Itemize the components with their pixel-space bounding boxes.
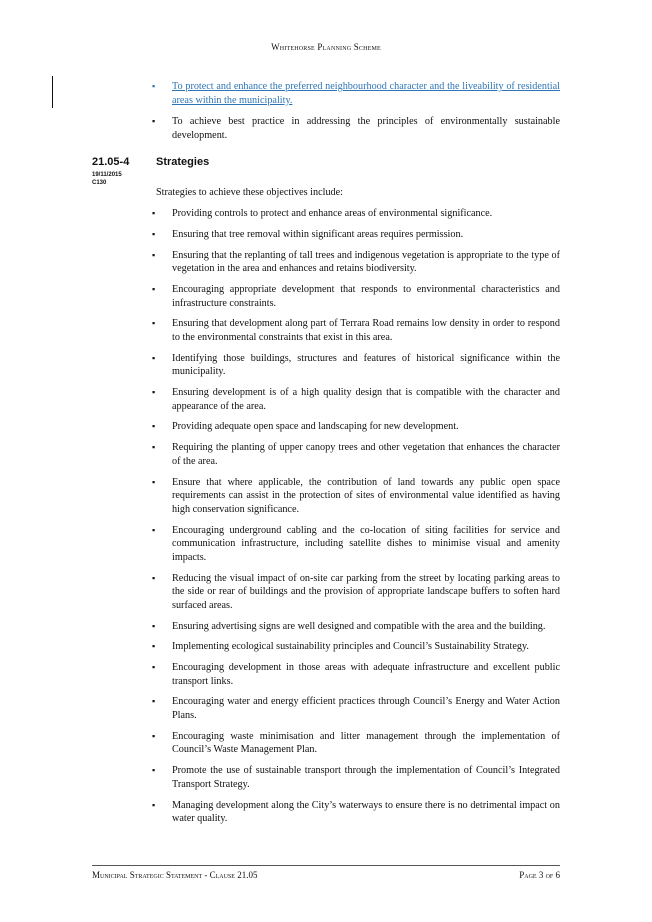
list-item: ▪ Ensure that where applicable, the contribution of land towards any public open space requirements can assist in the protection of sites of environmental value identified as having high conservation significance. bbox=[152, 476, 560, 517]
footer-clause: Municipal Strategic Statement - Clause 21.05 bbox=[92, 870, 258, 880]
list-item: ▪ Ensuring that development along part of Terrara Road remains low density in order to respond to the environmental constraints that exist in this area. bbox=[152, 317, 560, 344]
list-item: ▪ Providing controls to protect and enhance areas of environmental significance. bbox=[152, 207, 560, 221]
list-item: ▪ Implementing ecological sustainability principles and Council’s Sustainability Strategy. bbox=[152, 640, 560, 654]
clause-meta bbox=[92, 172, 122, 187]
list-item: ▪ Encouraging appropriate development that responds to environmental characteristics and infrastructure constraints. bbox=[152, 283, 560, 310]
list-item: ▪ Ensuring development is of a high quality design that is compatible with the character and appearance of the area. bbox=[152, 386, 560, 413]
list-item: ▪ Ensuring that tree removal within significant areas requires permission. bbox=[152, 228, 560, 242]
list-item: ▪ Managing development along the City’s waterways to ensure there is no detrimental impact on water quality. bbox=[152, 799, 560, 826]
section-heading: Strategies bbox=[156, 156, 210, 168]
clause-date: 19/11/2015 bbox=[92, 172, 122, 178]
clause-amendment: C130 bbox=[92, 179, 107, 186]
strategies-list bbox=[152, 207, 560, 833]
list-item: ▪ Encouraging waste minimisation and litter management through the implementation of Council’s Waste Management Plan. bbox=[152, 730, 560, 757]
list-item: ▪ Reducing the visual impact of on-site car parking from the street by locating parking areas to the side or rear of buildings and the provision of appropriate landscape buffers to soften hard surfaced areas. bbox=[152, 572, 560, 613]
list-item: ▪ Encouraging water and energy efficient practices through Council’s Energy and Water Action Plans. bbox=[152, 695, 560, 722]
footer-divider bbox=[92, 865, 560, 866]
list-item: ▪ To achieve best practice in addressing the principles of environmentally sustainable development. bbox=[152, 115, 560, 142]
list-item: ▪ Providing adequate open space and landscaping for new development. bbox=[152, 420, 560, 434]
page-number: Page 3 of 6 bbox=[519, 870, 560, 880]
list-item: ▪ Ensuring advertising signs are well designed and compatible with the area and the building. bbox=[152, 620, 560, 634]
list-item: ▪ Encouraging underground cabling and the co-location of siting facilities for service and communication infrastructure, including satellite dishes to minimise visual and amenity impacts. bbox=[152, 524, 560, 565]
strategies-intro: Strategies to achieve these objectives include: bbox=[156, 187, 343, 198]
list-item: ▪ Identifying those buildings, structures and features of historical significance within the municipality. bbox=[152, 352, 560, 379]
list-item: ▪ Promote the use of sustainable transport through the implementation of Council’s Integrated Transport Strategy. bbox=[152, 764, 560, 791]
list-item: ▪ Ensuring that the replanting of tall trees and indigenous vegetation is appropriate to the type of vegetation in the area and enhances and retains biodiversity. bbox=[152, 249, 560, 276]
list-item-amended: ▪ To protect and enhance the preferred neighbourhood character and the liveability of residential areas within the municipality. bbox=[152, 80, 560, 107]
objectives-list bbox=[152, 80, 560, 150]
change-bar bbox=[52, 76, 53, 108]
clause-number: 21.05-4 bbox=[92, 156, 130, 168]
running-header: Whitehorse Planning Scheme bbox=[271, 42, 381, 52]
list-item: ▪ Encouraging development in those areas with adequate infrastructure and excellent public transport links. bbox=[152, 661, 560, 688]
list-item: ▪ Requiring the planting of upper canopy trees and other vegetation that enhances the character of the area. bbox=[152, 441, 560, 468]
